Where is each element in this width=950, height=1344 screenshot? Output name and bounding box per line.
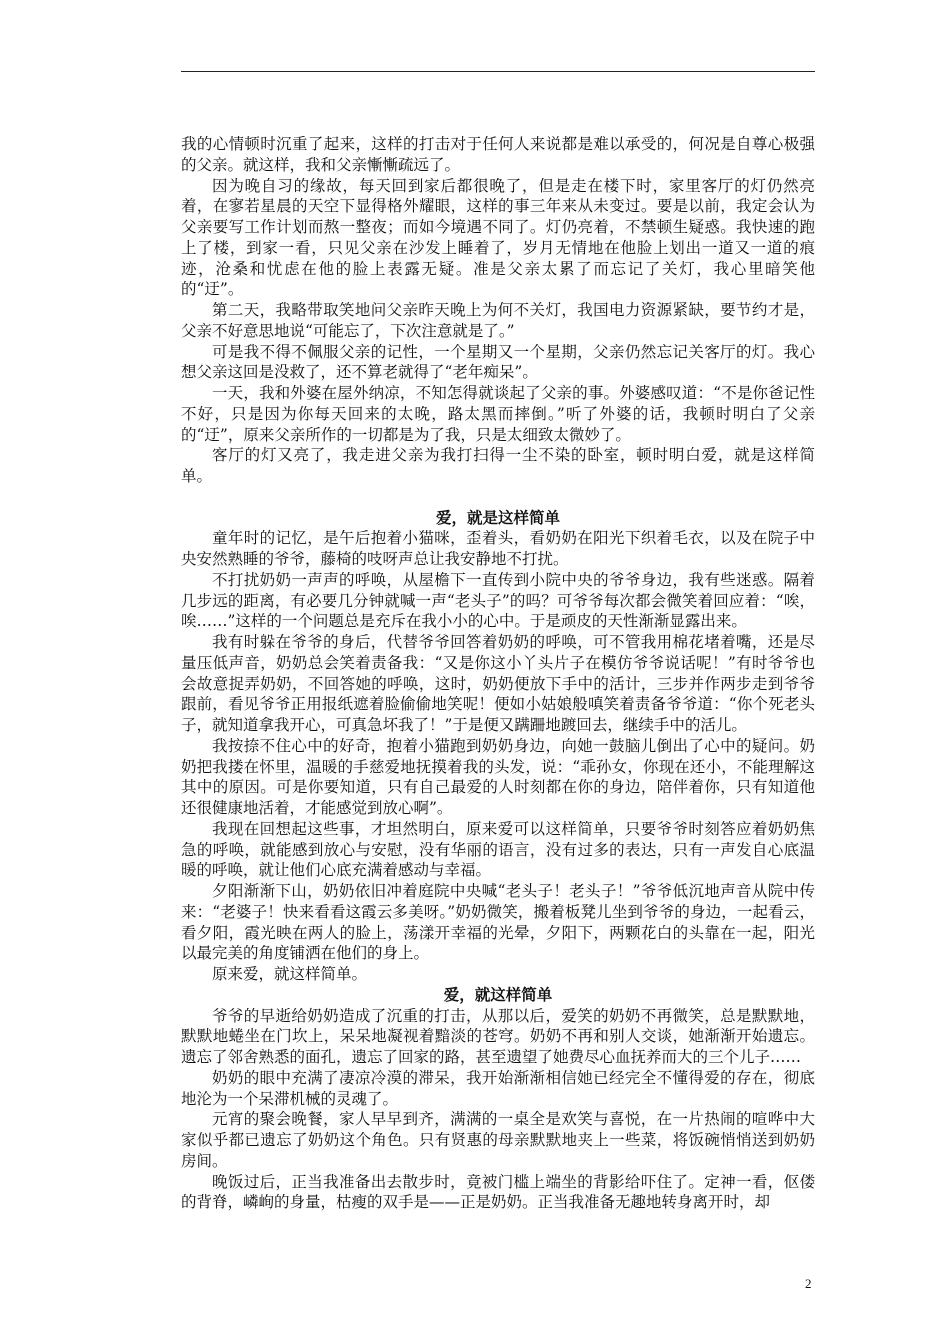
paragraph: 我的心情顿时沉重了起来，这样的打击对于任何人来说都是难以承受的，何况是自尊心极强的父亲。就这样，我和父亲慚慚疏远了。 [181, 135, 815, 174]
paragraph: 原来爱，就这样简单。 [212, 965, 368, 983]
paragraph: 元宵的聚会晚餐，家人早早到齐，满满的一桌全是欢笑与喜悦，在一片热闹的喧哗中大家似乎都已遗忘了奶奶这个角色。只有贤惠的母亲默默地夹上一些菜，将饭碗悄悄送到奶奶房间。 [181, 1110, 815, 1170]
section-heading: 爱，就这样简单 [443, 984, 553, 1004]
paragraph: 因为晚自习的缘故，每天回到家后都很晚了，但是走在楼下时，家里客厅的灯仍然亮着，在寥若星晨的天空下显得格外耀眼，这样的事三年来从未变过。要是以前，我定会认为父亲要写工作计划而熬一整夜；而如今境遇不同了。灯仍亮着，不禁顿生疑惑。我快速的跑上了楼，到家一看，只见父亲在沙发上睡着了，岁月无情地在他脸上划出一道又一道的痕迹，沧桑和忧虑在他的脸上表露无疑。准是父亲太累了而忘记了关灯，我心里暗笑他的“迂”。 [181, 176, 815, 299]
body-text [181, 134, 815, 1213]
paragraph: 不打扰奶奶一声声的呼唤，从屋檐下一直传到小院中央的爷爷身边，我有些迷惑。隔着几步远的距离，有必要几分钟就喊一声“老头子”的吗？可爷爷每次都会微笑着回应着：“唉，唉……”这样的一个问题总是充斥在我小小的心中。于是顽皮的天性渐渐显露出来。 [181, 570, 815, 631]
paragraph: 一天，我和外婆在屋外纳凉，不知怎得就谈起了父亲的事。外婆感叹道：“不是你爸记性不好，只是因为你每天回来的太晚，路太黑而摔倒。”听了外婆的话，我顿时明白了父亲的“迂”，原来父亲所作的一切都是为了我，只是太细致太微妙了。 [181, 384, 815, 444]
paragraph: 童年时的记忆，是午后抱着小猫咪，歪着头，看奶奶在阳光下织着毛衣，以及在院子中央安然熟睡的爷爷，藤椅的吱呀声总让我安静地不打扰。 [181, 529, 815, 568]
section-heading: 爱，就是这样简单 [435, 507, 560, 527]
paragraph: 夕阳渐渐下山，奶奶依旧冲着庭院中央喊“老头子！老头子！”爷爷低沉地声音从院中传来：“老婆子！快来看看这霞云多美呀。”奶奶微笑，搬着板凳儿坐到爷爷的身边，一起看云，看夕阳，霞光映在两人的脸上，荡漾开幸福的光晕，夕阳下，两颗花白的头靠在一起，阳光以最完美的角度铺洒在他们的身上。 [181, 882, 815, 963]
paragraph: 客厅的灯又亮了，我走进父亲为我打扫得一尘不染的卧室，顿时明白爱，就是这样简单。 [181, 446, 815, 485]
paragraph: 爷爷的早逝给奶奶造成了沉重的打击，从那以后，爱笑的奶奶不再微笑，总是默默地，默默地蜷坐在门坎上，呆呆地凝视着黯淡的苍穹。奶奶不再和别人交谈，她渐渐开始遗忘。遗忘了邻舍熟悉的面孔，遗忘了回家的路，甚至遗望了她费尽心血抚养而大的三个儿子…… [181, 1006, 815, 1066]
header-rule [181, 71, 815, 72]
paragraph: 可是我不得不佩服父亲的记性，一个星期又一个星期，父亲仍然忘记关客厅的灯。我心想父亲这回是没救了，还不算老就得了“老年痴呆”。 [181, 342, 815, 382]
paragraph: 我有时躲在爷爷的身后，代替爷爷回答着奶奶的呼唤，可不管我用棉花堵着嘴，还是尽量压低声音，奶奶总会笑着责备我：“又是你这小丫头片子在模仿爷爷说话呢！”有时爷爷也会故意捉弄奶奶，不回答她的呼唤，这时，奶奶便放下手中的活计，三步并作两步走到爷爷跟前，看见爷爷正用报纸遮着脸偷偷地笑呢！便如小姑娘般嗔笑着责备爷爷道：“你个死老头子，就知道拿我开心，可真急坏我了！”于是便又蹒跚地踱回去，继续手中的活儿。 [181, 633, 815, 734]
paragraph: 晚饭过后，正当我准备出去散步时，竟被门槛上端坐的背影给吓住了。定神一看，伛偻的背脊，嶙峋的身量，枯瘦的双手是——正是奶奶。正当我准备无趣地转身离开时，却 [181, 1172, 815, 1212]
paragraph: 我按捺不住心中的好奇，抱着小猫跑到奶奶身边，向她一鼓脑儿倒出了心中的疑问。奶奶把我搂在怀里，温暖的手慈爱地抚摸着我的头发，说：“乖孙女，你现在还小，不能理解这其中的原因。可是你要知道，只有自己最爱的人时刻都在你的身边，陪伴着你，只有知道他还很健康地活着，才能感觉到放心啊”。 [181, 736, 815, 817]
paragraph: 我现在回想起这些事，才坦然明白，原来爱可以这样简单，只要爷爷时刻答应着奶奶焦急的呼唤，就能感到放心与安慰，没有华丽的语言，没有过多的表达，只有一声发自心底温暖的呼唤，就让他们心底充满着感动与幸福。 [181, 819, 815, 880]
page-number: 2 [805, 1276, 812, 1291]
paragraph: 第二天，我略带取笑地问父亲昨天晚上为何不关灯，我国电力资源紧缺，要节约才是，父亲不好意思地说“可能忘了，下次注意就是了。” [181, 301, 815, 340]
paragraph: 奶奶的眼中充满了凄凉冷漠的滞呆，我开始渐渐相信她已经完全不懂得爱的存在，彻底地沦为一个呆滞机械的灵魂了。 [181, 1068, 815, 1108]
